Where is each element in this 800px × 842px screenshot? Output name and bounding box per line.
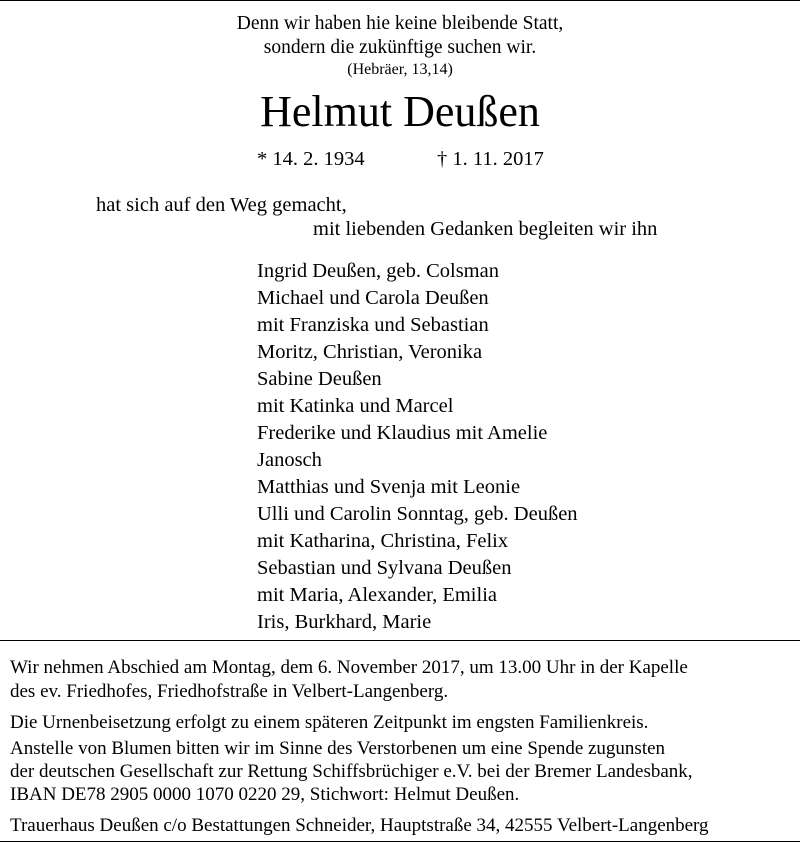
family-member: mit Katharina, Christina, Felix bbox=[257, 530, 509, 552]
farewell-line-2: des ev. Friedhofes, Friedhofstraße in Velbert-Langenberg. bbox=[10, 681, 449, 702]
donation-line-1: Anstelle von Blumen bitten wir im Sinne des Verstorbenen um eine Spende zugunsten bbox=[10, 738, 666, 759]
family-member: Sebastian und Sylvana Deußen bbox=[257, 557, 512, 579]
verse-reference: (Hebräer, 13,14) bbox=[347, 61, 453, 78]
family-member: Ingrid Deußen, geb. Colsman bbox=[257, 260, 499, 282]
birth-date: * 14. 2. 1934 bbox=[257, 148, 365, 170]
family-member: mit Katinka und Marcel bbox=[257, 395, 454, 417]
death-date: † 1. 11. 2017 bbox=[437, 148, 544, 170]
farewell-line-1: Wir nehmen Abschied am Montag, dem 6. November 2017, um 13.00 Uhr in der Kapelle bbox=[10, 657, 688, 678]
verse-line-2: sondern die zukünftige suchen wir. bbox=[263, 37, 537, 58]
verse-line-1: Denn wir haben hie keine bleibende Statt, bbox=[236, 13, 564, 34]
family-member: mit Franziska und Sebastian bbox=[257, 314, 489, 336]
family-member: Iris, Burkhard, Marie bbox=[257, 611, 432, 633]
urn-burial-note: Die Urnenbeisetzung erfolgt zu einem späteren Zeitpunkt im engsten Familienkreis. bbox=[10, 712, 649, 733]
intro-line-1: hat sich auf den Weg gemacht, bbox=[96, 194, 347, 216]
family-member: Matthias und Svenja mit Leonie bbox=[257, 476, 521, 498]
donation-line-3: IBAN DE78 2905 0000 1070 0220 29, Stichwort: Helmut Deußen. bbox=[10, 784, 520, 805]
family-member: Janosch bbox=[257, 449, 322, 471]
family-member: Moritz, Christian, Veronika bbox=[257, 341, 483, 363]
family-member: Sabine Deußen bbox=[257, 368, 382, 390]
deceased-name: Helmut Deußen bbox=[260, 87, 540, 136]
family-member: Frederike und Klaudius mit Amelie bbox=[257, 422, 548, 444]
donation-line-2: der deutschen Gesellschaft zur Rettung Schiffsbrüchiger e.V. bei der Bremer Landesbank, bbox=[10, 761, 693, 782]
family-member: Ulli und Carolin Sonntag, geb. Deußen bbox=[257, 503, 578, 525]
family-member: mit Maria, Alexander, Emilia bbox=[257, 584, 497, 606]
intro-line-2: mit liebenden Gedanken begleiten wir ihn bbox=[313, 218, 658, 240]
mourning-house-address: Trauerhaus Deußen c/o Bestattungen Schneider, Hauptstraße 34, 42555 Velbert-Langenberg bbox=[10, 815, 709, 836]
top-border bbox=[0, 0, 800, 1]
family-member: Michael und Carola Deußen bbox=[257, 287, 489, 309]
section-divider bbox=[0, 640, 800, 641]
